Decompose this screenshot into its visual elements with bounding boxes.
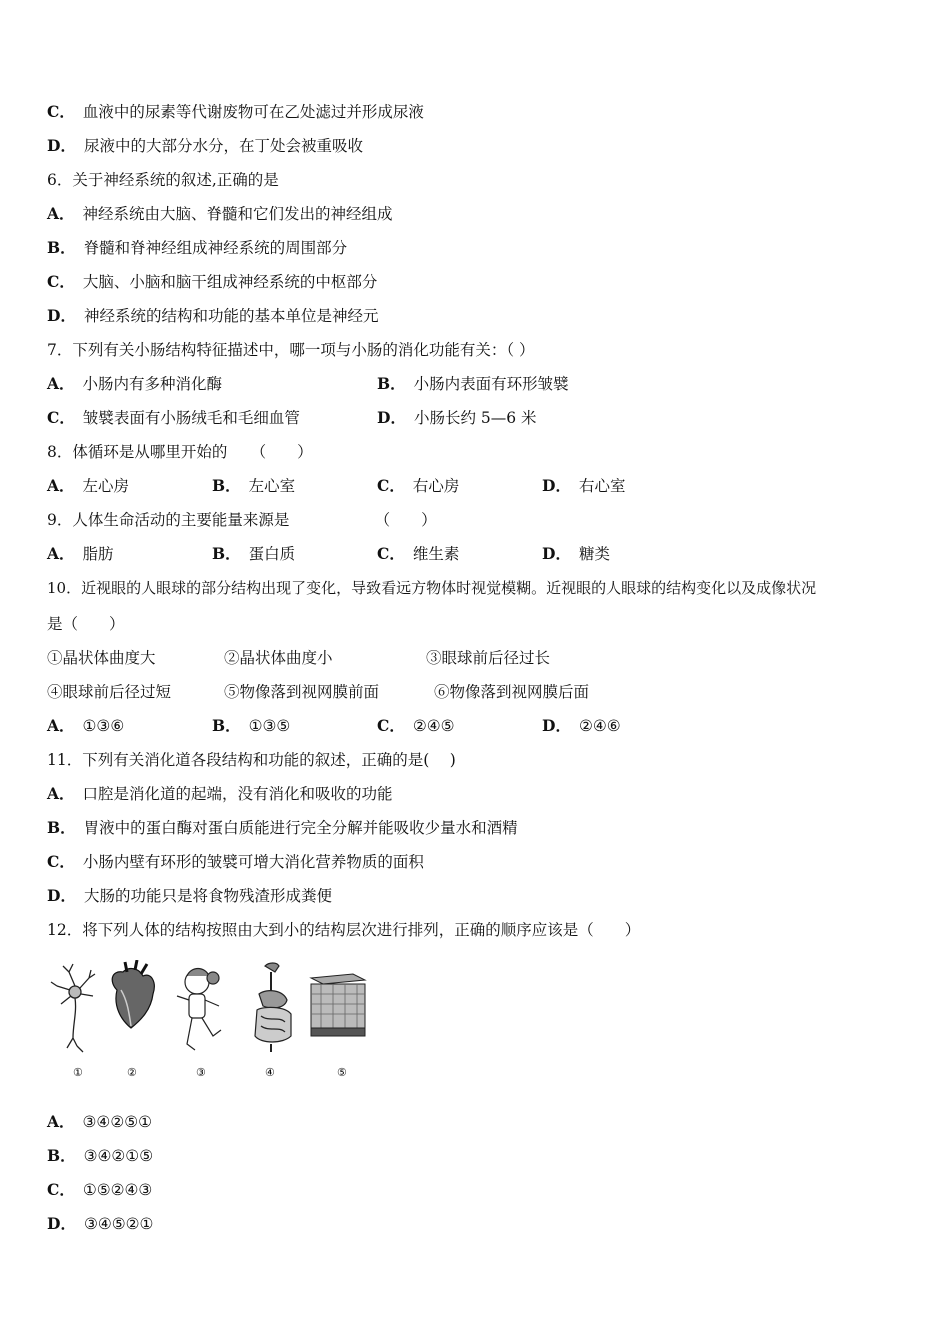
q10-item-2: ②晶状体曲度小 (224, 649, 333, 667)
option-text: ②④⑤ (412, 717, 455, 735)
option-label: B． (212, 544, 241, 563)
option-label: A． (47, 204, 75, 223)
option-text: 胃液中的蛋白酶对蛋白质能进行完全分解并能吸收少量水和酒精 (83, 819, 518, 837)
option-text: 血液中的尿素等代谢废物可在乙处滤过并形成尿液 (82, 103, 424, 121)
q6-option-c (47, 270, 377, 294)
option-text: 小肠内壁有环形的皱襞可增大消化营养物质的面积 (82, 853, 424, 871)
digestive-system-image (255, 963, 291, 1052)
option-text: ①③⑥ (82, 717, 125, 735)
q8-option-a (47, 474, 129, 498)
q11-option-b (47, 816, 518, 840)
option-label: C． (47, 1180, 75, 1199)
option-text: ①⑤②④③ (82, 1181, 153, 1199)
person-image (177, 969, 221, 1051)
q7-stem: 7．下列有关小肠结构特征描述中，哪一项与小肠的消化功能有关：（ ） (47, 341, 535, 359)
option-label: C． (377, 476, 405, 495)
option-text: ③④②①⑤ (83, 1147, 154, 1165)
option-text: 大脑、小脑和脑干组成神经系统的中枢部分 (82, 273, 378, 291)
q5-option-c (47, 100, 424, 124)
q12-stem: 12．将下列人体的结构按照由大到小的结构层次进行排列，正确的顺序应该是（ ） (47, 921, 641, 939)
q8-stem: 8．体循环是从哪里开始的 （ ） (47, 443, 313, 461)
body-structure-figure (47, 960, 377, 1085)
q10-item-1: ①晶状体曲度大 (47, 649, 156, 667)
option-text: 神经系统的结构和功能的基本单位是神经元 (83, 307, 379, 325)
option-label: C． (377, 716, 405, 735)
option-label: D． (47, 306, 76, 325)
option-text: ③④②⑤① (82, 1113, 153, 1131)
q10-item-5: ⑤物像落到视网膜前面 (224, 683, 380, 701)
q7-option-d (377, 406, 537, 430)
q10-item-3: ③眼球前后径过长 (426, 649, 551, 667)
q10-item-6: ⑥物像落到视网膜后面 (434, 683, 590, 701)
option-text: 脊髓和脊神经组成神经系统的周围部分 (83, 239, 348, 257)
q11-option-a (47, 782, 393, 806)
option-text: 小肠内有多种消化酶 (82, 375, 223, 393)
option-text: 维生素 (412, 545, 460, 563)
option-text: 右心室 (578, 477, 626, 495)
option-label: A． (47, 784, 75, 803)
option-text: ②④⑥ (578, 717, 621, 735)
q10-option-a (47, 714, 124, 738)
caption-3: ③ (196, 1066, 206, 1079)
option-text: 左心房 (82, 477, 130, 495)
q7-option-b (377, 372, 569, 396)
option-label: B． (212, 716, 241, 735)
option-label: B． (47, 818, 76, 837)
option-label: C． (47, 272, 75, 291)
q10-item-4: ④眼球前后径过短 (47, 683, 172, 701)
option-text: 糖类 (578, 545, 610, 563)
option-label: C． (47, 852, 75, 871)
q8-option-b (212, 474, 295, 498)
option-text: ③④⑤②① (83, 1215, 154, 1233)
option-label: B． (212, 476, 241, 495)
q10-stem-line1: 10．近视眼的人眼球的部分结构出现了变化，导致看远方物体时视觉模糊。近视眼的人眼球的结构变化以及成像状况 (47, 579, 817, 597)
option-text: 脂肪 (82, 545, 114, 563)
q10-option-c (377, 714, 455, 738)
option-label: D． (47, 1214, 76, 1233)
q12-option-a (47, 1110, 152, 1134)
q10-option-b (212, 714, 290, 738)
option-label: A． (47, 544, 75, 563)
q7-option-a (47, 372, 222, 396)
q6-stem: 6．关于神经系统的叙述,正确的是 (47, 171, 279, 189)
option-text: 神经系统由大脑、脊髓和它们发出的神经组成 (82, 205, 393, 223)
option-text: 尿液中的大部分水分，在丁处会被重吸收 (83, 137, 363, 155)
q9-option-a (47, 542, 114, 566)
caption-4: ④ (265, 1066, 275, 1079)
q6-option-b (47, 236, 347, 260)
option-label: B． (47, 1146, 76, 1165)
option-text: ①③⑤ (248, 717, 291, 735)
q7-option-c (47, 406, 300, 430)
option-label: D． (377, 408, 406, 427)
option-text: 大肠的功能只是将食物残渣形成粪便 (83, 887, 332, 905)
q9-option-b (212, 542, 295, 566)
option-label: D． (47, 886, 76, 905)
q9-option-d (542, 542, 610, 566)
option-text: 左心室 (248, 477, 296, 495)
q6-option-a (47, 202, 393, 226)
tissue-image (311, 974, 365, 1036)
q10-stem-line2: 是（ ） (47, 615, 125, 633)
neuron-image (51, 964, 95, 1052)
option-label: A． (47, 716, 75, 735)
q8-option-d (542, 474, 625, 498)
option-text: 口腔是消化道的起端，没有消化和吸收的功能 (82, 785, 393, 803)
q5-option-d (47, 134, 363, 158)
q11-option-c (47, 850, 424, 874)
option-label: D． (542, 544, 571, 563)
q11-option-d (47, 884, 332, 908)
option-label: C． (377, 544, 405, 563)
option-label: C． (47, 408, 75, 427)
option-label: D． (542, 716, 571, 735)
option-text: 小肠长约 5—6 米 (413, 409, 537, 427)
q6-option-d (47, 304, 378, 328)
caption-5: ⑤ (337, 1066, 347, 1079)
heart-image (112, 960, 154, 1028)
option-text: 蛋白质 (248, 545, 296, 563)
option-label: B． (47, 238, 76, 257)
q12-option-c (47, 1178, 152, 1202)
option-label: B． (377, 374, 406, 393)
caption-1: ① (73, 1066, 83, 1079)
q12-option-d (47, 1212, 153, 1236)
option-label: D． (47, 136, 76, 155)
option-label: D． (542, 476, 571, 495)
option-label: A． (47, 476, 75, 495)
q10-option-d (542, 714, 621, 738)
body-structure-illustration (47, 960, 377, 1085)
option-label: C． (47, 102, 75, 121)
option-text: 小肠内表面有环形皱襞 (413, 375, 569, 393)
q9-option-c (377, 542, 459, 566)
caption-2: ② (127, 1066, 137, 1079)
option-label: A． (47, 374, 75, 393)
q12-option-b (47, 1144, 153, 1168)
q11-stem: 11．下列有关消化道各段结构和功能的叙述，正确的是( ) (47, 751, 456, 769)
option-label: A． (47, 1112, 75, 1131)
option-text: 皱襞表面有小肠绒毛和毛细血管 (82, 409, 300, 427)
q8-option-c (377, 474, 459, 498)
q9-stem: 9．人体生命活动的主要能量来源是 （ ） (47, 511, 437, 529)
option-text: 右心房 (412, 477, 460, 495)
